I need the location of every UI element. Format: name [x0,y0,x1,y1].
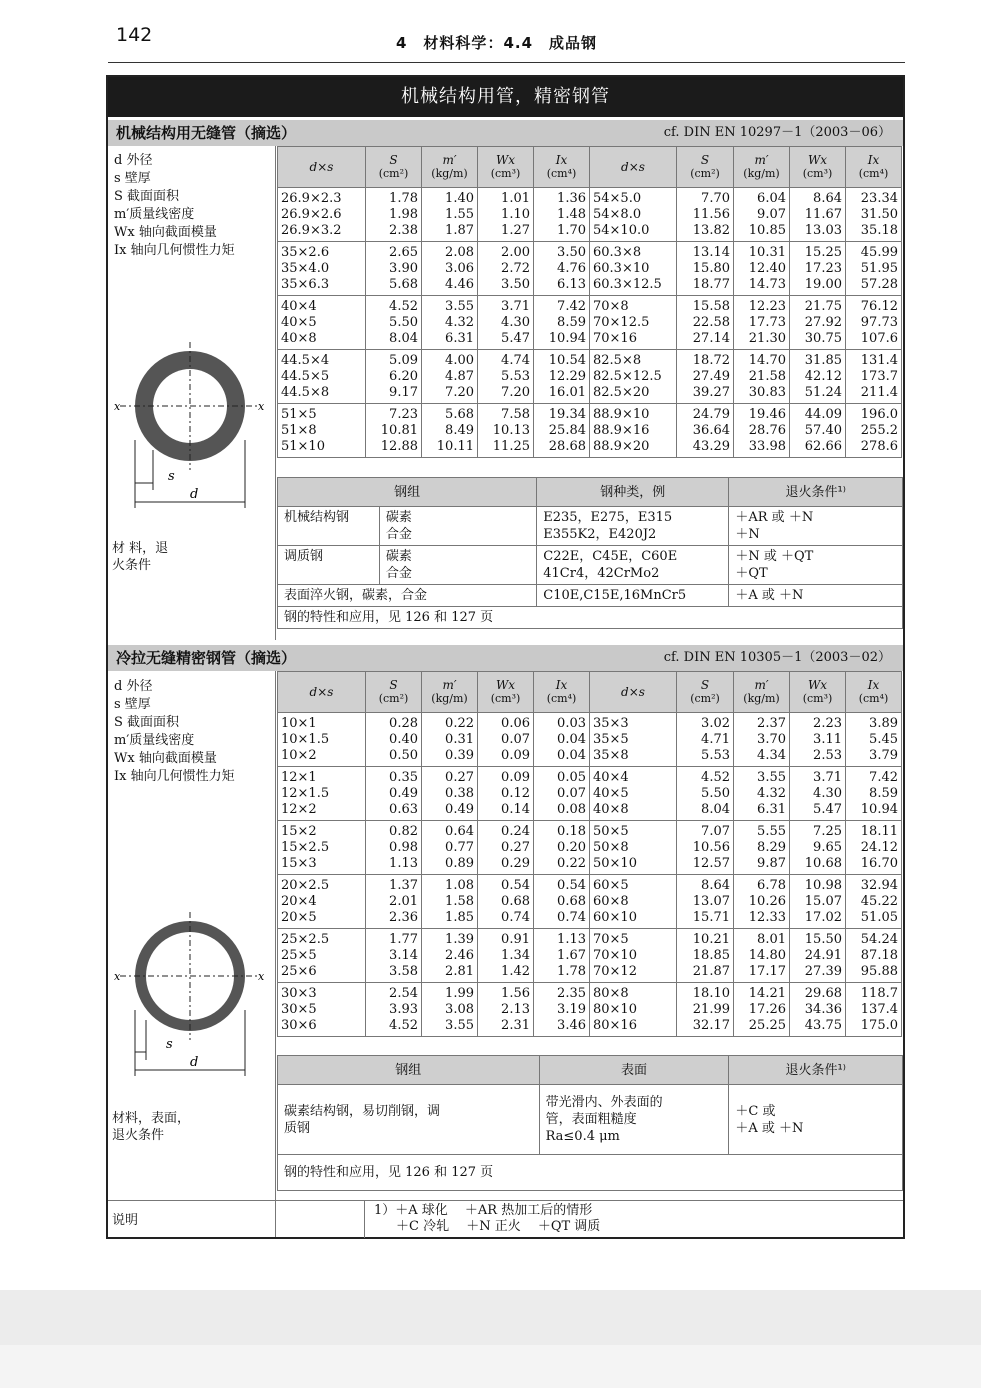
table-row: 35×2.6 35×4.0 35×6.3 2.65 3.90 5.68 2.08 3.06 4.46 2.00 2.72 3.50 3.50 4.76 6.13 60.3×8 60.3×10 60.3×12.5 13.14 15.80 18.77 10.31 12.40 14.73 15.25 17.23 19.00 45.99 51.95 57.28 [278,242,902,296]
legend-m: m′质量线密度 [114,733,195,748]
mat-col-surface: 表面 [539,1056,729,1085]
table-row: 碳素结构钢，易切削钢，调 质钢 带光滑内、外表面的 管，表面粗糙度 Ra≤0.4 μm ＋C 或 ＋A 或 ＋N [278,1085,903,1155]
d-label: d [190,487,199,502]
col-S: S (cm²) [366,147,422,188]
section2-header [108,645,903,671]
x-label-left: x [114,400,121,413]
s-label: s [168,469,175,484]
col-S-2: S (cm²) [677,147,734,188]
col-dxs: d×s [278,672,366,713]
table-row: 44.5×4 44.5×5 44.5×8 5.09 6.20 9.17 4.00 4.87 7.20 4.74 5.53 7.20 10.54 12.29 16.01 82.5×8 82.5×12.5 82.5×20 18.72 27.49 39.27 14.70 21.58 30.83 31.85 42.12 51.24 131.4 173.7 211.4 [278,350,902,404]
legend-W: Wx 轴向截面模量 [114,225,217,240]
scan-bottom-shade-2 [0,1345,981,1388]
notes-col-divider [364,1200,365,1238]
mat-col-types: 钢种类，例 [537,478,729,507]
section1-standard: cf. DIN EN 10297－1（2003－06） [663,125,891,140]
d-label: d [190,1055,199,1070]
section2-reference: 钢的特性和应用，见 126 和 127 页 [278,1155,903,1191]
main-title: 机械结构用管，精密钢管 [108,77,903,117]
col-W: Wx (cm³) [478,672,534,713]
table-row: 26.9×2.3 26.9×2.6 26.9×3.2 1.78 1.98 2.38 1.40 1.55 1.87 1.01 1.10 1.27 1.36 1.48 1.70 54×5.0 54×8.0 54×10.0 7.70 11.56 13.82 6.04 9.07 10.85 8.64 11.67 13.03 23.34 31.50 35.18 [278,188,902,242]
table-row: 机械结构钢 碳素 合金 E235，E275，E315 E355K2，E420J2 ＋AR 或 ＋N ＋N [278,507,903,546]
header-rule [108,62,905,63]
section2-data-table [277,671,902,1037]
legend-s: s 壁厚 [114,697,151,712]
running-head: 4 材料科学：4.4 成品钢 [396,34,598,52]
col-m-2: m′ (kg/m) [734,147,790,188]
legend-d: d 外径 [114,679,153,694]
table-row: 20×2.5 20×4 20×5 1.37 2.01 2.36 1.08 1.58 1.85 0.54 0.68 0.74 0.54 0.68 0.74 60×5 60×8 60×10 8.64 13.07 15.71 6.78 10.26 12.33 10.98 15.07 17.02 32.94 45.22 51.05 [278,875,902,929]
col-m: m′ (kg/m) [422,147,478,188]
table-row: 10×1 10×1.5 10×2 0.28 0.40 0.50 0.22 0.31 0.39 0.06 0.07 0.09 0.03 0.04 0.04 35×3 35×5 35×8 3.02 4.71 5.53 2.37 3.70 4.34 2.23 3.11 2.53 3.89 5.45 3.79 [278,713,902,767]
tube-cross-section-diagram-2 [110,900,270,1080]
col-W: Wx (cm³) [478,147,534,188]
section1-title: 机械结构用无缝管（摘选） [116,124,297,142]
x-label-right: x [258,970,265,983]
notes-line-1: 1）＋A 球化 ＋AR 热加工后的情形 [374,1203,593,1218]
table-row [278,1155,903,1191]
table-row: 40×4 40×5 40×8 4.52 5.50 8.04 3.55 4.32 6.31 3.71 4.30 5.47 7.42 8.59 10.94 70×8 70×12.5 70×16 15.58 22.58 27.14 12.23 17.73 21.30 21.75 27.92 30.75 76.12 97.73 107.6 [278,296,902,350]
mat-col-group: 钢组 [278,1056,540,1085]
table-row: 15×2 15×2.5 15×3 0.82 0.98 1.13 0.64 0.77 0.89 0.24 0.27 0.29 0.18 0.20 0.22 50×5 50×8 50×10 7.07 10.56 12.57 5.55 8.29 9.87 7.25 9.65 10.68 18.11 24.12 16.70 [278,821,902,875]
col-I: Ix (cm⁴) [534,672,590,713]
x-label-right: x [258,400,265,413]
section1-header-row [278,147,902,188]
table-row: 25×2.5 25×5 25×6 1.77 3.14 3.58 1.39 2.46 2.81 0.91 1.34 1.42 1.13 1.67 1.78 70×5 70×10 70×12 10.21 18.85 21.87 8.01 14.80 17.17 15.50 24.91 27.39 54.24 87.18 95.88 [278,929,902,983]
legend-I: Ix 轴向几何惯性力矩 [114,769,235,784]
col-dxs-2: d×s [590,672,677,713]
table-row: 12×1 12×1.5 12×2 0.35 0.49 0.63 0.27 0.38 0.49 0.09 0.12 0.14 0.05 0.07 0.08 40×4 40×5 40×8 4.52 5.50 8.04 3.55 4.32 6.31 3.71 4.30 5.47 7.42 8.59 10.94 [278,767,902,821]
col-W-2: Wx (cm³) [790,147,846,188]
tube-cross-section-diagram-1 [110,330,270,510]
legend-I: Ix 轴向几何惯性力矩 [114,243,235,258]
notes-line-2: ＋C 冷轧 ＋N 正火 ＋QT 调质 [396,1219,601,1234]
legend-s: s 壁厚 [114,171,151,186]
section2-material-label: 材料，表面， 退火条件 [112,1111,191,1143]
col-dxs-2: d×s [590,147,677,188]
legend-m: m′质量线密度 [114,207,195,222]
section2-legend [114,678,235,786]
section2-header-row [278,672,902,713]
table-row: 51×5 51×8 51×10 7.23 10.81 12.88 5.68 8.49 10.11 7.58 10.13 11.25 19.34 25.84 28.68 88.9×10 88.9×16 88.9×20 24.79 36.64 43.29 19.46 28.76 33.98 44.09 57.40 62.66 196.0 255.2 278.6 [278,404,902,458]
legend-d: d 外径 [114,153,153,168]
section1-data-table [277,146,902,458]
mat-col-anneal: 退火条件¹⁾ [729,1056,903,1085]
section2-material-header-row [278,1056,903,1085]
s-label: s [166,1037,173,1052]
table-row: 30×3 30×5 30×6 2.54 3.93 4.52 1.99 3.08 3.55 1.56 2.13 2.31 2.35 3.19 3.46 80×8 80×10 80×16 18.10 21.99 32.17 14.21 17.26 25.25 29.68 34.36 43.75 118.7 137.4 175.0 [278,983,902,1037]
section1-reference: 钢的特性和应用，见 126 和 127 页 [278,607,903,629]
col-S: S (cm²) [366,672,422,713]
section1-legend [114,152,235,260]
table-row [278,607,903,629]
section1-material-label: 材 料，退 火条件 [112,541,169,573]
section2-title: 冷拉无缝精密钢管（摘选） [116,649,297,667]
col-dxs: d×s [278,147,366,188]
legend-W: Wx 轴向截面模量 [114,751,217,766]
page-number: 142 [116,24,153,46]
section1-header [108,120,903,146]
col-m-2: m′ (kg/m) [734,672,790,713]
mat-col-group: 钢组 [278,478,537,507]
legend-S: S 截面面积 [114,715,180,730]
mat-col-anneal: 退火条件¹⁾ [729,478,903,507]
notes-label: 说明 [112,1213,139,1228]
legend-S: S 截面面积 [114,189,180,204]
col-I: Ix (cm⁴) [534,147,590,188]
section1-material-table [277,477,903,629]
col-W-2: Wx (cm³) [790,672,846,713]
col-S-2: S (cm²) [677,672,734,713]
section2-material-table [277,1055,903,1191]
section1-material-header-row [278,478,903,507]
section2-standard: cf. DIN EN 10305－1（2003－02） [663,650,891,665]
col-m: m′ (kg/m) [422,672,478,713]
table-row: 表面淬火钢，碳素，合金 C10E,C15E,16MnCr5 ＋A 或 ＋N [278,585,903,607]
x-label-left: x [114,970,121,983]
col-I-2: Ix (cm⁴) [846,672,902,713]
col-I-2: Ix (cm⁴) [846,147,902,188]
table-row: 调质钢 碳素 合金 C22E，C45E，C60E 41Cr4，42CrMo2 ＋N 或 ＋QT ＋QT [278,546,903,585]
notes-divider [108,1200,903,1201]
